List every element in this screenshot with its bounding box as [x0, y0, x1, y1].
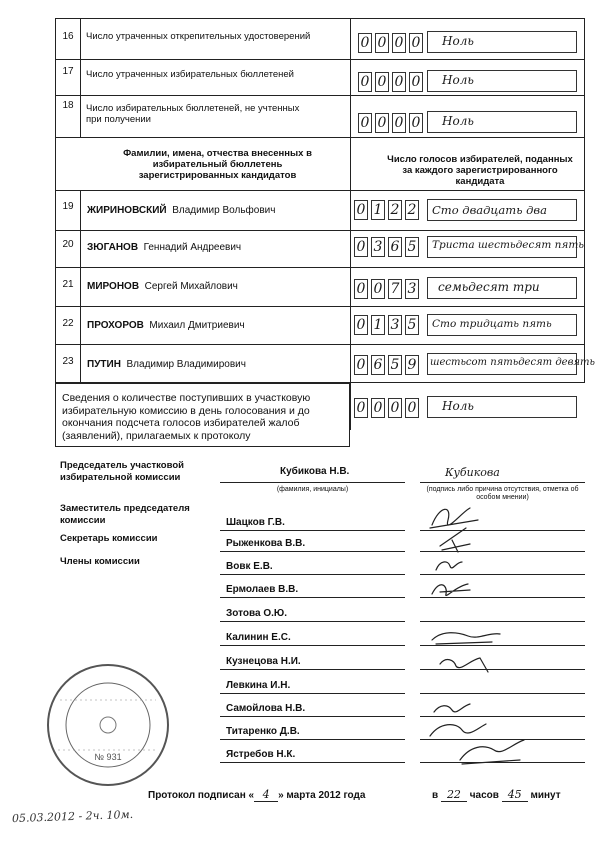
digit: 0 — [354, 200, 368, 220]
members-label: Члены комиссии — [60, 556, 140, 567]
footer-handwritten-note: 05.03.2012 - 2ч. 10м. — [11, 807, 134, 826]
signature-member — [436, 562, 462, 570]
digit: 0 — [354, 398, 368, 418]
digit: 5 — [388, 355, 402, 375]
digit: 0 — [409, 33, 423, 53]
signature-member — [460, 740, 524, 764]
line-number: 23 — [62, 356, 74, 367]
digit: 7 — [388, 279, 402, 299]
deputy-name: Шацков Г.В. — [226, 517, 285, 528]
digit: 0 — [375, 113, 389, 133]
digit: 2 — [405, 200, 419, 220]
line-label: Число избирательных бюллетеней, не учтенных при получении — [86, 103, 300, 125]
digit: 0 — [358, 72, 372, 92]
digit: 3 — [388, 315, 402, 335]
chair-signature: Кубикова — [445, 466, 500, 479]
digit: 0 — [358, 113, 372, 133]
candidate-name: ПУТИН Владимир Владимирович — [87, 359, 246, 370]
digit: 3 — [405, 279, 419, 299]
candidate-name: МИРОНОВ Сергей Михайлович — [87, 281, 238, 292]
handwritten-words: шестьсот пятьдесят девять — [430, 357, 595, 368]
member-name: Самойлова Н.В. — [226, 703, 306, 714]
secretary-name: Рыженкова В.В. — [226, 538, 306, 549]
digit: 1 — [371, 200, 385, 220]
handwritten-words: Сто двадцать два — [432, 203, 547, 217]
handwritten-words: Триста шестьдесят пять — [432, 239, 585, 251]
handwritten-words: семьдесят три — [438, 280, 540, 294]
line-number: 19 — [62, 201, 74, 212]
digit: 0 — [388, 398, 402, 418]
member-name: Левкина И.Н. — [226, 680, 291, 691]
candidate-name: ПРОХОРОВ Михаил Дмитриевич — [87, 320, 245, 331]
digit: 9 — [405, 355, 419, 375]
candidate-name: ЗЮГАНОВ Геннадий Андреевич — [87, 242, 242, 253]
handwritten-words: Ноль — [442, 34, 474, 48]
header-right: Число голосов избирателей, поданных за каждого зарегистрированного кандидата — [387, 154, 573, 187]
name-caption: (фамилия, инициалы) — [276, 486, 349, 493]
digit: 0 — [354, 355, 368, 375]
chair-name: Кубикова Н.В. — [280, 466, 350, 477]
signature-secretary — [440, 528, 470, 552]
digit: 0 — [392, 33, 406, 53]
digit: 0 — [375, 72, 389, 92]
deputy-label: Заместитель председателя комиссии — [60, 503, 190, 526]
footer-minute: 45 — [502, 788, 528, 802]
signature-deputy — [430, 508, 478, 528]
digit: 0 — [371, 279, 385, 299]
signature-member — [432, 633, 500, 644]
member-name: Зотова О.Ю. — [226, 608, 288, 619]
protocol-time-line: в 22 часов 45 минут — [432, 788, 561, 801]
digit: 0 — [354, 315, 368, 335]
digit: 0 — [354, 279, 368, 299]
digit: 0 — [375, 33, 389, 53]
protocol-signed-line: Протокол подписан « 4 » марта 2012 года — [148, 788, 366, 801]
signature-member — [432, 584, 470, 595]
line-label: Число утраченных открепительных удостоверений — [86, 31, 311, 42]
complaints-label: Сведения о количестве поступивших в участковую избирательную комиссию в день голосования и до окончания подсчета голосов избирателей жалоб (заявлений), прилагаемых к протоколу — [62, 392, 311, 442]
member-name: Ястребов Н.К. — [226, 749, 296, 760]
digit: 0 — [392, 113, 406, 133]
line-number: 20 — [62, 239, 74, 250]
member-name: Титаренко Д.В. — [226, 726, 300, 737]
signature-member — [430, 724, 486, 736]
line-number: 16 — [62, 31, 74, 42]
footer-hour: 22 — [441, 788, 467, 802]
line-label: Число утраченных избирательных бюллетеней — [86, 69, 294, 80]
digit: 3 — [371, 237, 385, 257]
digit: 0 — [358, 33, 372, 53]
handwritten-words: Ноль — [442, 399, 474, 413]
digit: 0 — [405, 398, 419, 418]
stamp-texture — [58, 700, 158, 750]
digit: 1 — [371, 315, 385, 335]
footer-day: 4 — [254, 788, 278, 802]
signature-member — [440, 658, 488, 672]
digit: 0 — [392, 72, 406, 92]
digit: 0 — [354, 237, 368, 257]
digit: 2 — [388, 200, 402, 220]
candidate-name: ЖИРИНОВСКИЙ Владимир Вольфович — [87, 205, 276, 216]
handwritten-words: Ноль — [442, 114, 474, 128]
handwritten-words: Ноль — [442, 73, 474, 87]
member-name: Кузнецова Н.И. — [226, 656, 301, 667]
line-number: 21 — [62, 279, 74, 290]
member-name: Вовк Е.В. — [226, 561, 273, 572]
digit: 6 — [371, 355, 385, 375]
signature-member — [434, 704, 470, 712]
digit: 5 — [405, 237, 419, 257]
stamp-emblem — [100, 717, 116, 733]
line-number: 22 — [62, 318, 74, 329]
stamp-number: № 931 — [94, 752, 122, 762]
header-left: Фамилии, имена, отчества внесенных в избирательный бюллетень зарегистрированных кандидатов — [123, 148, 312, 181]
member-name: Калинин Е.С. — [226, 632, 291, 643]
handwritten-words: Сто тридцать пять — [432, 318, 552, 330]
line-number: 18 — [62, 100, 74, 111]
member-name: Ермолаев В.В. — [226, 584, 299, 595]
official-stamp — [38, 660, 178, 790]
chair-label: Председатель участковой избирательной комиссии — [60, 460, 184, 483]
signature-caption: (подпись либо причина отсутствия, отметка об особом мнении) — [426, 486, 579, 501]
digit: 6 — [388, 237, 402, 257]
digit: 0 — [371, 398, 385, 418]
secretary-label: Секретарь комиссии — [60, 533, 158, 544]
digit: 5 — [405, 315, 419, 335]
line-number: 17 — [62, 66, 74, 77]
digit: 0 — [409, 113, 423, 133]
digit: 0 — [409, 72, 423, 92]
